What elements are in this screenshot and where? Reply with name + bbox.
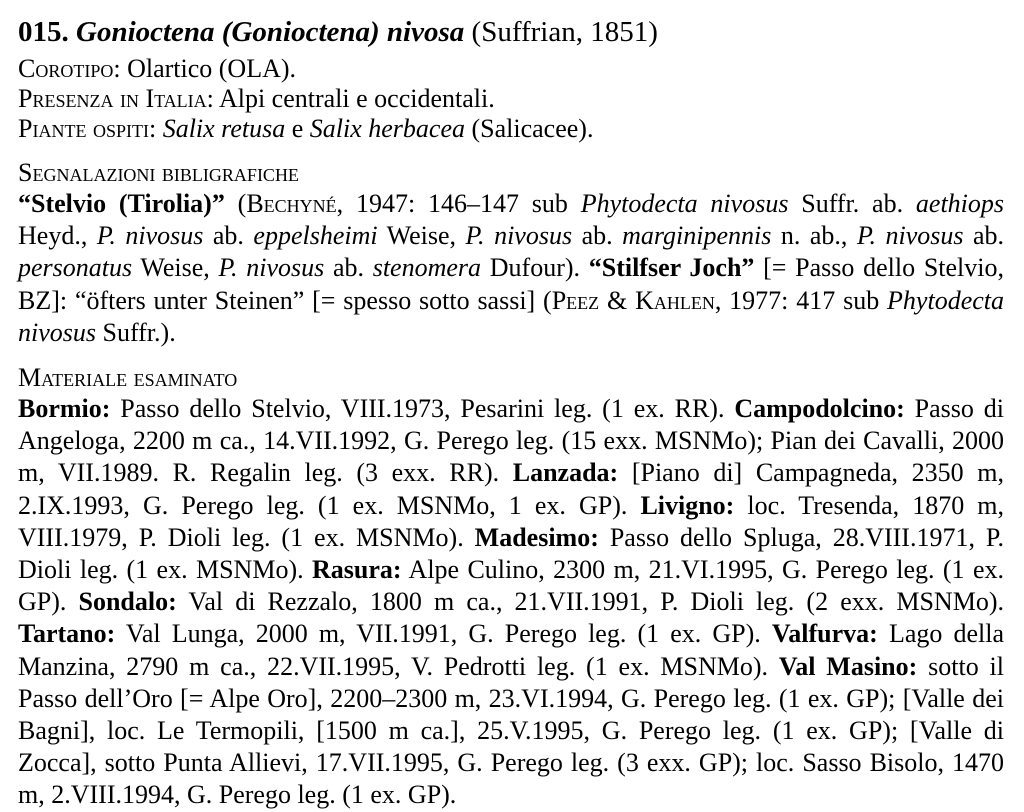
field-corotipo-value: : Olartico (OLA). [113,54,297,83]
field-piante-label: Piante ospiti [18,114,149,143]
section-materiale-esaminato [18,362,1004,812]
field-corotipo [18,54,1004,84]
section-heading-materiale: Materiale esaminato [18,363,238,393]
species-entry-title: 015. Gonioctena (Gonioctena) nivosa (Suffrian, 1851) [18,16,658,48]
field-presenza-in-italia [18,84,1004,114]
section-segnalazioni-bibliografiche [18,157,1004,349]
field-corotipo-label: Corotipo [18,54,114,83]
paragraph-materiale: Bormio: Passo dello Stelvio, VIII.1973, Pesarini leg. (1 ex. RR). Campodolcino: Passo di Angeloga, 2200 m ca., 14.VII.1992, G. Perego leg. (15 exx. MSNMo); Pian dei Cavalli, 2000 m, VII.1989. R. Regalin leg. (3 exx. RR). Lanzada: [Piano di] Campagneda, 2350 m, 2.IX.1993, G. Perego leg. (1 ex. MSNMo, 1 ex. GP). Livigno: loc. Tresenda, 1870 m, VIII.1979, P. Dioli leg. (1 ex. MSNMo). Madesimo: Passo dello Spluga, 28.VIII.1971, P. Dioli leg. (1 ex. MSNMo). Rasura: Alpe Culino, 2300 m, 21.VI.1995, G. Perego leg. (1 ex. GP). Sondalo: Val di Rezzalo, 1800 m ca., 21.VII.1991, P. Dioli leg. (2 exx. MSNMo). Tartano: Val Lunga, 2000 m, VII.1991, G. Perego leg. (1 ex. GP). Valfurva: Lago della Manzina, 2790 m ca., 22.VII.1995, V. Pedrotti leg. (1 ex. MSNMo). Val Masino: sotto il Passo dell’Oro [= Alpe Oro], 2200–2300 m, 23.VI.1994, G. Perego leg. (1 ex. GP); [Valle dei Bagni], loc. Le Termopili, [1500 m ca.], 25.V.1995, G. Perego leg. (1 ex. GP); [Valle di Zocca], sotto Punta Allievi, 17.VII.1995, G. Perego leg. (3 exx. GP); loc. Sasso Bisolo, 1470 m, 2.VIII.1994, G. Perego leg. (1 ex. GP). [18,394,1005,810]
field-presenza-value: : Alpi centrali e occidentali. [206,84,495,113]
section-heading-segnalazioni: Segnalazioni bibligrafiche [18,158,299,187]
field-piante-value: : Salix retusa e Salix herbacea (Salicacee). [148,114,594,143]
field-piante-ospiti [18,114,1004,144]
field-presenza-label: Presenza in Italia [18,84,207,113]
paragraph-segnalazioni: “Stelvio (Tirolia)” (Bechyné, 1947: 146–147 sub Phytodecta nivosus Suffr. ab. aethiops Heyd., P. nivosus ab. eppelsheimi Weise, P. nivosus ab. marginipennis n. ab., P. nivosus ab. personatus Weise, P. nivosus ab. stenomera Dufour). “Stilfser Joch” [= Passo dello Stelvio, BZ]: “öfters unter Steinen” [= spesso sotto sassi] (Peez & Kahlen, 1977: 417 sub Phytodecta nivosus Suffr.). [18,189,1005,347]
